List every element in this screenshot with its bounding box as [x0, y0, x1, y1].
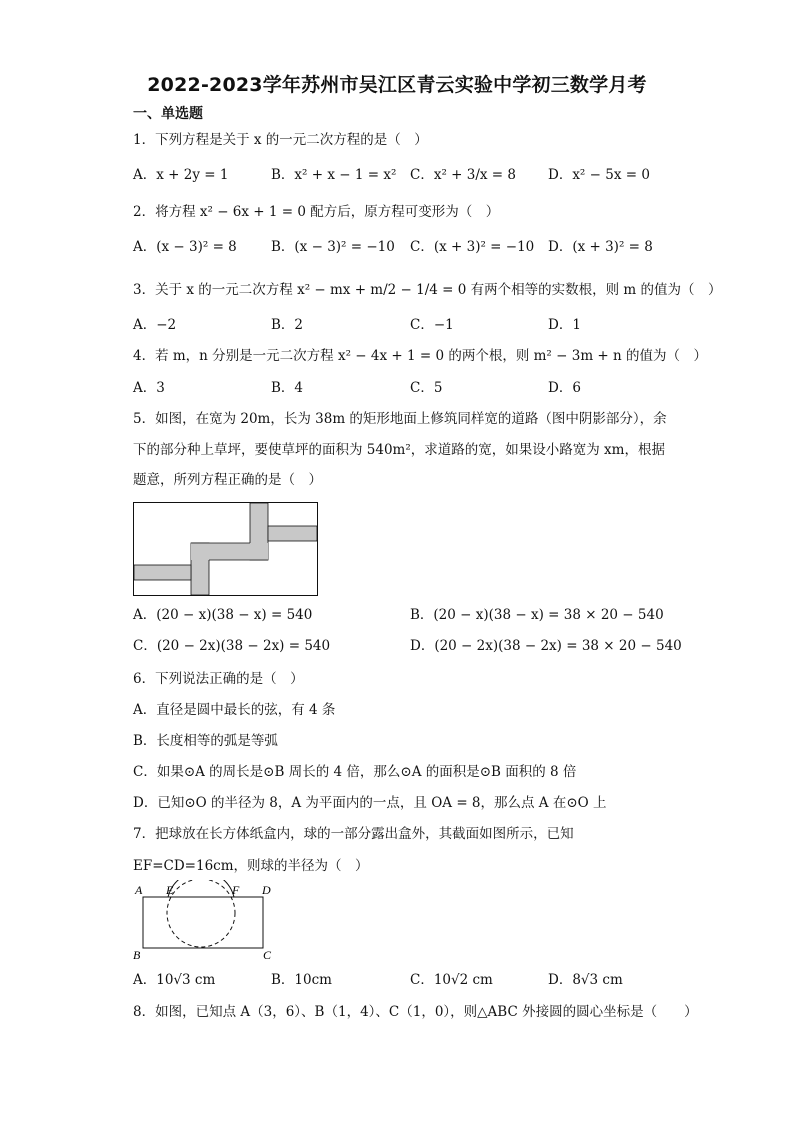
q4-option-b: B．4 [271, 380, 304, 396]
section-heading: 一、单选题 [133, 106, 203, 122]
question-1-stem: 1．下列方程是关于 x 的一元二次方程的是（ ） [133, 132, 428, 148]
label-f: F [232, 883, 240, 897]
q5-option-b: B．(20 − x)(38 − x) = 38 × 20 − 540 [410, 607, 664, 623]
q6-option-a: A．直径是圆中最长的弦，有 4 条 [133, 702, 336, 718]
road-horizontal-middle [191, 543, 268, 560]
q7-option-b: B．10cm [271, 972, 332, 988]
q3-option-d: D．1 [548, 317, 581, 333]
q3-option-c: C．−1 [410, 317, 454, 333]
label-d: D [262, 883, 271, 897]
q4-option-a: A．3 [133, 380, 165, 396]
q6-option-b: B．长度相等的弧是等弧 [133, 733, 278, 749]
q3-option-b: B．2 [271, 317, 304, 333]
question-5-line-3: 题意，所列方程正确的是（ ） [133, 472, 322, 488]
question-7-line-2: EF=CD=16cm，则球的半径为（ ） [133, 858, 369, 874]
q6-option-c: C．如果⊙A 的周长是⊙B 周长的 4 倍，那么⊙A 的面积是⊙B 面积的 8 倍 [133, 764, 577, 780]
q2-option-c: C．(x + 3)² = −10 [410, 239, 535, 255]
label-e: E [166, 883, 174, 897]
q1-option-a: A．x + 2y = 1 [133, 167, 229, 183]
q4-option-d: D．6 [548, 380, 581, 396]
q1-option-b: B．x² + x − 1 = x² [271, 167, 397, 183]
q1-option-c: C．x² + 3/x = 8 [410, 167, 516, 183]
q7-option-c: C．10√2 cm [410, 972, 493, 988]
road-rectangle-figure [133, 502, 318, 596]
q2-option-d: D．(x + 3)² = 8 [548, 239, 653, 255]
question-5-line-1: 5．如图，在宽为 20m，长为 38m 的矩形地面上修筑同样宽的道路（图中阴影部分），余 [133, 411, 667, 427]
label-a: A [135, 883, 143, 897]
q6-option-d: D．已知⊙O 的半径为 8，A 为平面内的一点，且 OA = 8，那么点 A 在⊙O 上 [133, 795, 607, 811]
label-c: C [263, 948, 272, 962]
question-6-stem: 6．下列说法正确的是（ ） [133, 671, 304, 687]
question-4-stem: 4．若 m，n 分别是一元二次方程 x² − 4x + 1 = 0 的两个根，则 m² − 3m + n 的值为（ ） [133, 348, 708, 364]
q1-option-d: D．x² − 5x = 0 [548, 167, 650, 183]
q2-option-b: B．(x − 3)² = −10 [271, 239, 395, 255]
q5-option-d: D．(20 − 2x)(38 − 2x) = 38 × 20 − 540 [410, 638, 682, 654]
q7-option-a: A．10√3 cm [133, 972, 216, 988]
q4-option-c: C．5 [410, 380, 443, 396]
label-b: B [133, 948, 141, 962]
q5-option-c: C．(20 − 2x)(38 − 2x) = 540 [133, 638, 331, 654]
q3-option-a: A．−2 [133, 317, 177, 333]
question-3-stem: 3．关于 x 的一元二次方程 x² − mx + m/2 − 1/4 = 0 有两个相等的实数根，则 m 的值为（ ） [133, 282, 722, 298]
q7-option-d: D．8√3 cm [548, 972, 623, 988]
ball-in-box-figure [130, 880, 280, 962]
q2-option-a: A．(x − 3)² = 8 [133, 239, 237, 255]
box-cross-section [143, 897, 263, 948]
road-horizontal-left [134, 565, 191, 580]
question-7-line-1: 7．把球放在长方体纸盒内，球的一部分露出盒外，其截面如图所示，已知 [133, 826, 574, 842]
question-2-stem: 2．将方程 x² − 6x + 1 = 0 配方后，原方程可变形为（ ） [133, 204, 500, 220]
ball-hidden-circle [167, 880, 235, 947]
q5-option-a: A．(20 − x)(38 − x) = 540 [133, 607, 313, 623]
road-horizontal-right [268, 526, 317, 541]
question-5-line-2: 下的部分种上草坪，要使草坪的面积为 540m²，求道路的宽，如果设小路宽为 xm，根据 [133, 442, 665, 458]
page-title: 2022-2023学年苏州市吴江区青云实验中学初三数学月考 [147, 74, 647, 96]
question-8-stem: 8．如图，已知点 A（3，6）、B（1，4）、C（1，0），则△ABC 外接圆的圆心坐标是（ ） [133, 1004, 698, 1020]
